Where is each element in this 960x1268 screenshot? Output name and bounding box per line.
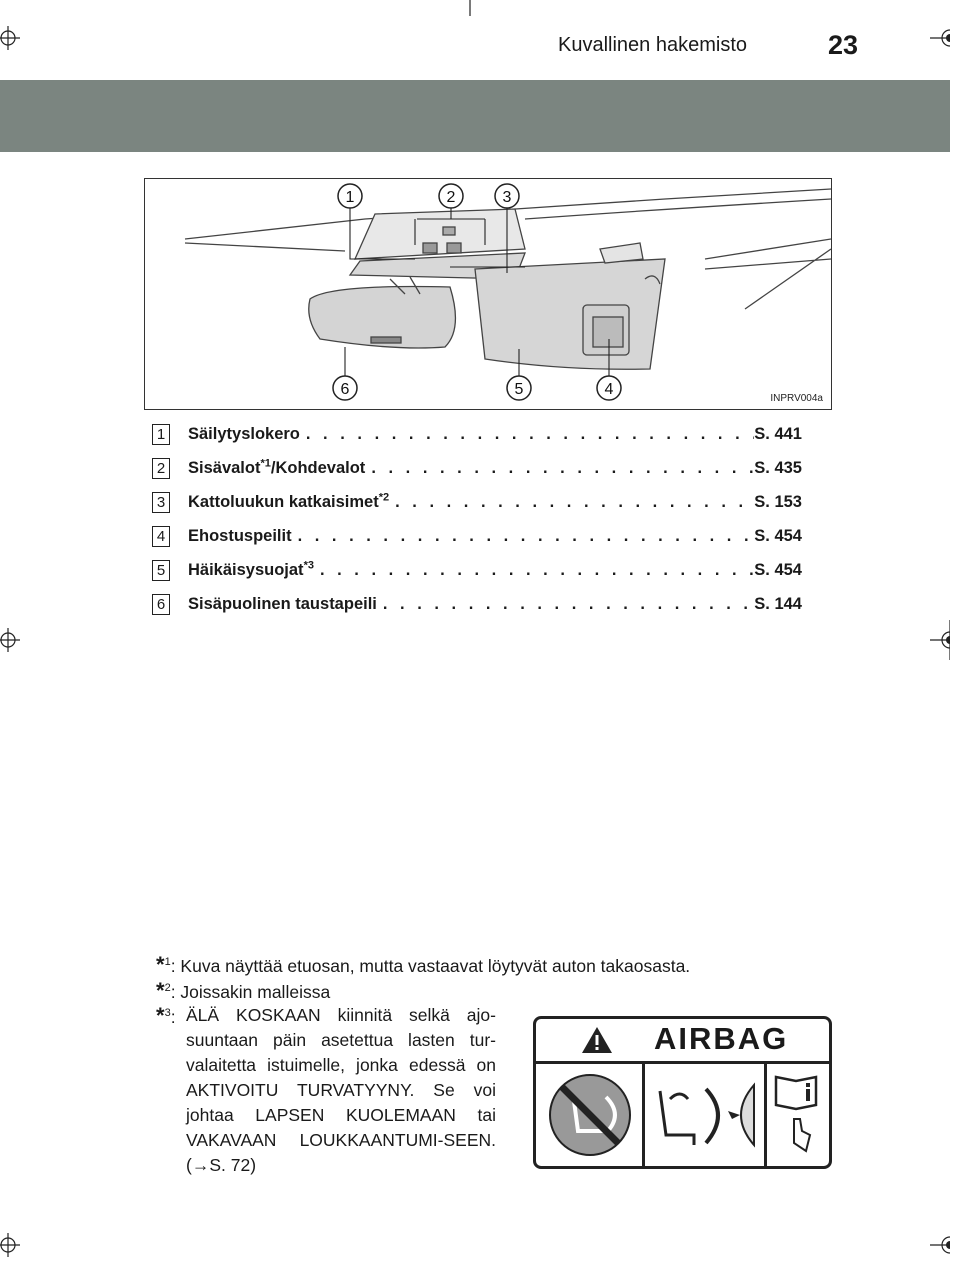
list-item: [152, 587, 802, 621]
index-list: [152, 417, 802, 621]
item-label: Ehostuspeilit: [188, 526, 292, 545]
section-title: Kuvallinen hakemisto: [558, 34, 747, 56]
page-reference[interactable]: S. 144: [754, 594, 802, 613]
svg-text:4: 4: [604, 381, 614, 398]
figure-code: INPRV004a: [770, 393, 823, 404]
airbag-warning-label: [533, 1016, 832, 1169]
header-band: [0, 80, 952, 152]
no-rear-facing-seat-icon: [544, 1071, 636, 1159]
leader-dots: [300, 425, 754, 444]
footnote-3: *$^3$: ÄLÄ KOSKAAN kiinnitä selkä ajo-suuntaan päin asetettua lasten tur-valaitetta istuimelle, jonka edessä on AKTIVOITU TURVATYYNY. Se voi johtaa LAPSEN KUOLEMAAN tai VAKAVAAN LOUKKAANTUMI-SEEN. (→S. 72): [156, 1003, 498, 1029]
svg-text:1: 1: [345, 189, 355, 206]
footnote-1: *$^1$: Kuva näyttää etuosan, mutta vastaavat löytyvät auton takaosasta.: [156, 952, 691, 977]
divider: [764, 1064, 767, 1166]
leader-dots: [377, 595, 754, 614]
svg-text:2: 2: [446, 189, 456, 206]
footnote-2: *$^2$: Joissakin malleissa: [156, 978, 331, 1003]
item-number: 4: [152, 526, 170, 547]
item-label: Sisävalot$^{*1}$/Kohdevalot: [188, 457, 366, 477]
item-number: 5: [152, 560, 170, 581]
page-reference[interactable]: S. 441: [754, 424, 802, 443]
list-item: [152, 553, 802, 587]
item-number: 1: [152, 424, 170, 445]
warning-triangle-icon: [580, 1025, 614, 1055]
list-item: [152, 417, 802, 451]
footnote-3-text: ÄLÄ KOSKAAN kiinnitä selkä ajo-suuntaan päin asetettua lasten tur-valaitetta istuimelle, jonka edessä on AKTIVOITU TURVATYYNY. Se voi johtaa LAPSEN KUOLEMAAN tai VAKAVAAN LOUKKAANTUMI-SEEN. (→S. 72): [186, 1005, 496, 1175]
page-number: 23: [828, 30, 859, 60]
leader-dots: [365, 459, 754, 478]
svg-text:6: 6: [340, 381, 350, 398]
item-label: Säilytyslokero: [188, 424, 300, 443]
item-number: 2: [152, 458, 170, 479]
item-number: 3: [152, 492, 170, 513]
svg-text:3: 3: [502, 189, 512, 206]
page-reference[interactable]: S. 435: [754, 458, 802, 477]
list-item: [152, 519, 802, 553]
list-item: [152, 485, 802, 519]
leader-dots: [292, 527, 755, 546]
item-label: Sisäpuolinen taustapeili: [188, 594, 377, 613]
read-manual-icon: [772, 1071, 824, 1159]
item-number: 6: [152, 594, 170, 615]
interior-illustration: [144, 178, 832, 410]
airbag-header: [536, 1019, 829, 1064]
page-edge: [950, 0, 960, 1268]
overhead-console-drawing: [145, 179, 831, 409]
page-reference[interactable]: S. 153: [754, 492, 802, 511]
airbag-title: AIRBAG: [654, 1021, 789, 1056]
page-reference[interactable]: S. 454: [754, 560, 802, 579]
leader-dots: [389, 493, 754, 512]
airbag-deploy-icon: [650, 1071, 758, 1159]
item-label: Kattoluukun katkaisimet$^{*2}$: [188, 491, 390, 511]
divider: [642, 1064, 645, 1166]
svg-text:5: 5: [514, 381, 524, 398]
leader-dots: [314, 561, 754, 580]
item-label: Häikäisysuojat$^{*3}$: [188, 559, 314, 579]
list-item: [152, 451, 802, 485]
page-reference[interactable]: S. 454: [754, 526, 802, 545]
